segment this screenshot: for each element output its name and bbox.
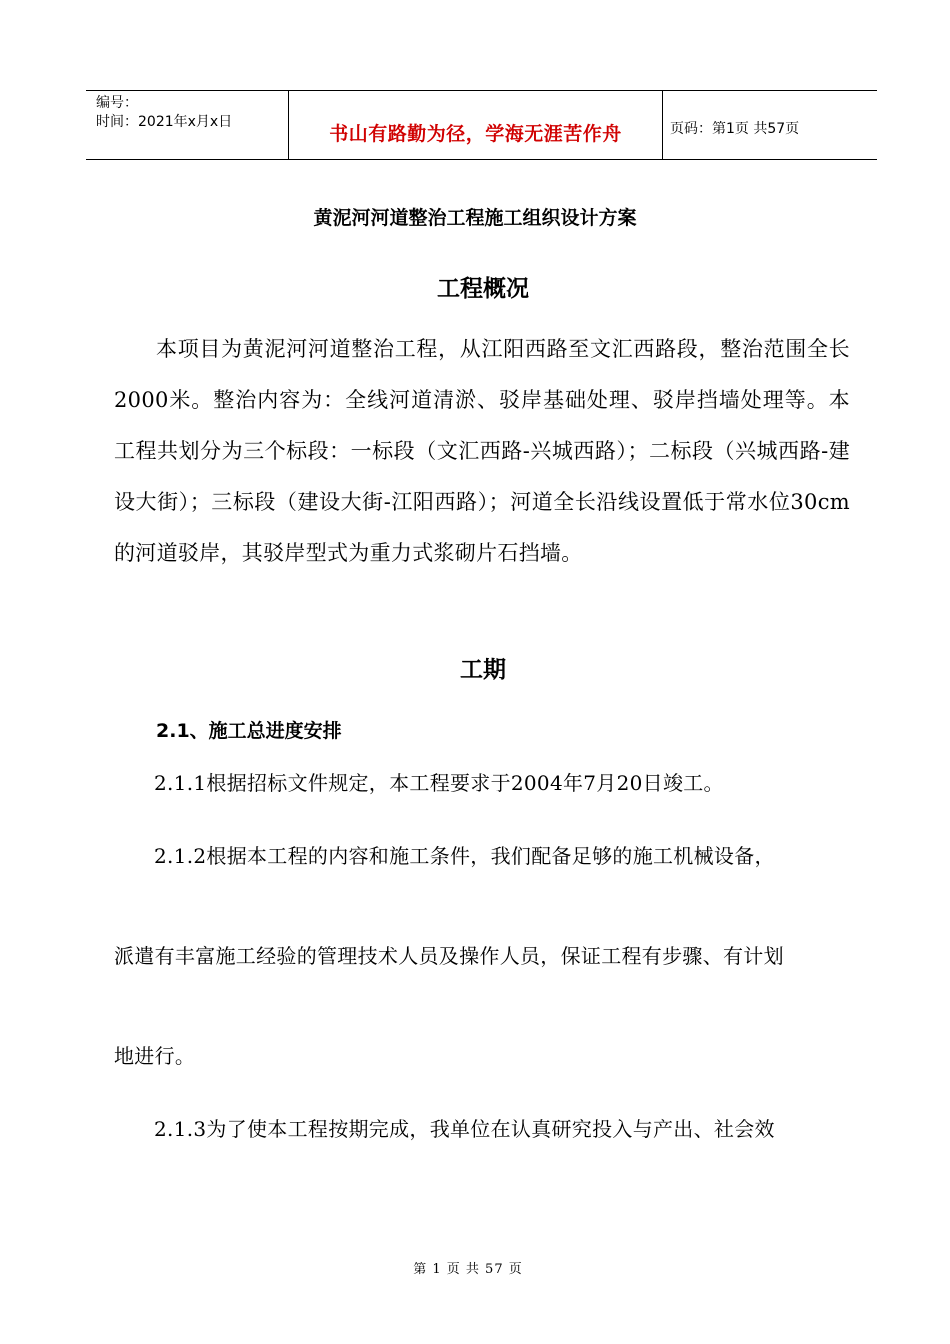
header-page-number: 页码：第1页 共57页 (670, 121, 800, 137)
subsection-heading: 2.1、施工总进度安排 (156, 720, 342, 742)
section-heading-schedule: 工期 (460, 656, 506, 683)
text-line: 2.1.2根据本工程的内容和施工条件，我们配备足够的施工机械设备， (154, 844, 775, 868)
document-title: 黄泥河河道整治工程施工组织设计方案 (313, 207, 637, 229)
header-number-label: 编号： (96, 95, 138, 111)
text-line: 2.1.1根据招标文件规定，本工程要求于2004年7月20日竣工。 (154, 771, 724, 795)
text-line: 地进行。 (114, 1044, 196, 1068)
header-motto: 书山有路勤为径，学海无涯苦作舟 (329, 123, 622, 145)
text-line: 2.1.3为了使本工程按期完成，我单位在认真研究投入与产出、社会效 (154, 1117, 775, 1141)
header-motto-cell (288, 91, 663, 159)
header-time: 时间：2021年x月x日 (96, 114, 233, 130)
page-footer: 第 1 页 共 57 页 (413, 1262, 523, 1277)
header-left-cell (86, 91, 288, 159)
text-line: 派遣有丰富施工经验的管理技术人员及操作人员，保证工程有步骤、有计划 (114, 944, 784, 968)
header-page-cell (662, 91, 877, 159)
overview-paragraph: 本项目为黄泥河河道整治工程，从江阳西路至文汇西路段，整治范围全长2000米。整治内容为：全线河道清淤、驳岸基础处理、驳岸挡墙处理等。本工程共划分为三个标段：一标段（文汇西路-兴城西路）；二标段（兴城西路-建设大街）；三标段（建设大街-江阳西路）；河道全长沿线设置低于常水位30cm的河道驳岸，其驳岸型式为重力式浆砌片石挡墙。 (114, 337, 850, 565)
section-heading-overview: 工程概况 (437, 275, 529, 302)
header-table (86, 90, 877, 160)
